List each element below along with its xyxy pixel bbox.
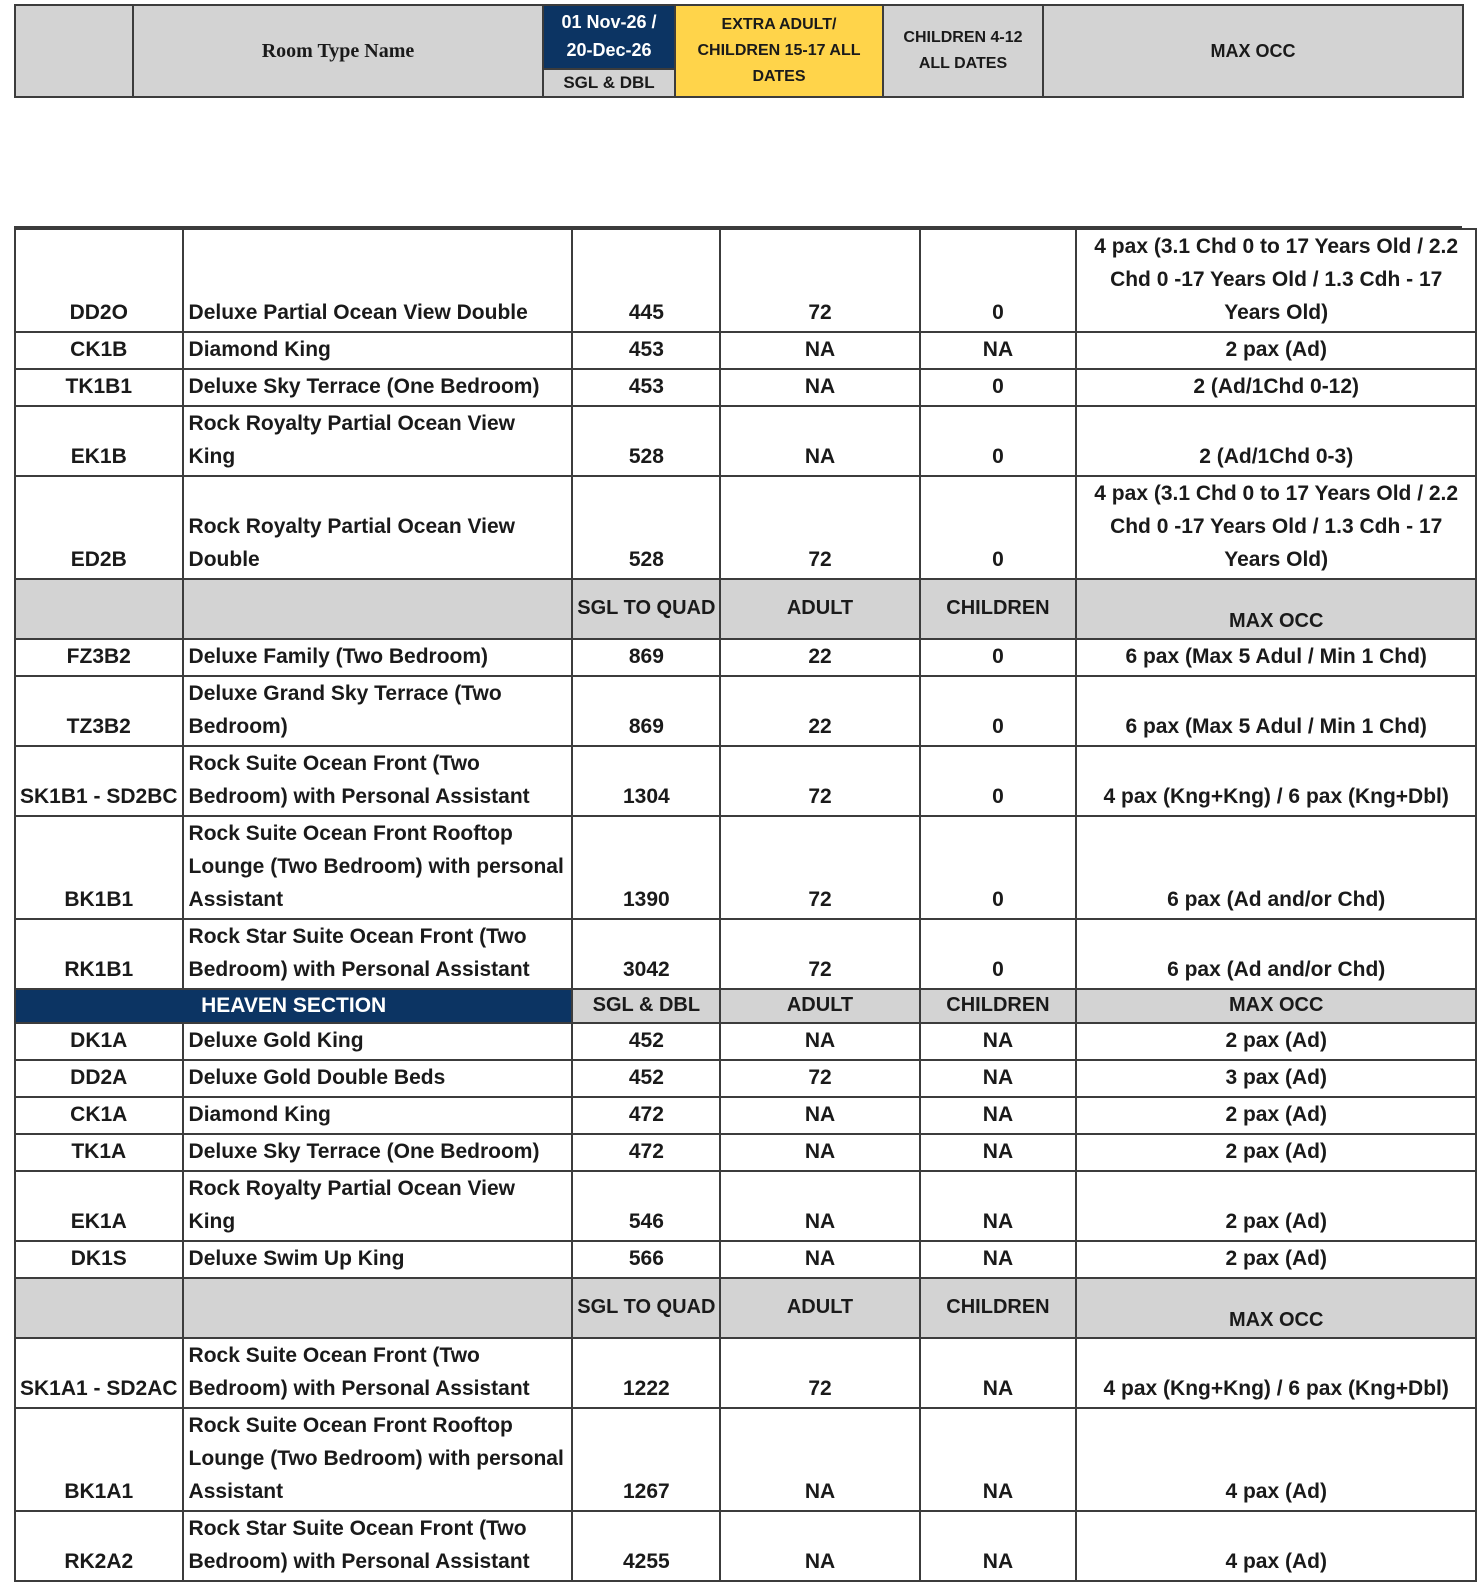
room-type-name: Rock Royalty Partial Ocean View Double bbox=[183, 476, 573, 579]
header-room-type-name: Room Type Name bbox=[133, 5, 543, 97]
room-rate: 453 bbox=[572, 369, 720, 406]
table-row bbox=[15, 332, 1476, 369]
max-occupancy: 4 pax (Kng+Kng) / 6 pax (Kng+Dbl) bbox=[1076, 746, 1476, 816]
children-rate: NA bbox=[920, 1408, 1077, 1511]
room-type-name: Diamond King bbox=[183, 1097, 573, 1134]
children-rate: 0 bbox=[920, 816, 1077, 919]
room-rate: 445 bbox=[572, 229, 720, 332]
col-header-max-occ: MAX OCC bbox=[1076, 579, 1476, 639]
header-code-cell bbox=[15, 5, 133, 97]
room-code: DD2O bbox=[15, 229, 183, 332]
room-type-name: Rock Royalty Partial Ocean View King bbox=[183, 1171, 573, 1241]
extra-adult-rate: NA bbox=[720, 1134, 919, 1171]
table-row bbox=[15, 476, 1476, 579]
max-occupancy: 2 pax (Ad) bbox=[1076, 1023, 1476, 1060]
extra-adult-rate: 72 bbox=[720, 746, 919, 816]
col-header-children: CHILDREN bbox=[920, 989, 1077, 1023]
max-occupancy: 2 pax (Ad) bbox=[1076, 1134, 1476, 1171]
room-type-name: Diamond King bbox=[183, 332, 573, 369]
extra-adult-rate: NA bbox=[720, 1408, 919, 1511]
room-type-name: Rock Suite Ocean Front (Two Bedroom) with Personal Assistant bbox=[183, 746, 573, 816]
room-code: TK1B1 bbox=[15, 369, 183, 406]
header-extra-adult: EXTRA ADULT/ CHILDREN 15-17 ALL DATES bbox=[675, 5, 883, 97]
room-rate: 546 bbox=[572, 1171, 720, 1241]
table-row bbox=[15, 1171, 1476, 1241]
room-type-name: Deluxe Swim Up King bbox=[183, 1241, 573, 1278]
extra-adult-rate: NA bbox=[720, 406, 919, 476]
room-rate: 566 bbox=[572, 1241, 720, 1278]
section-header-row bbox=[15, 989, 1476, 1023]
max-occupancy: 4 pax (3.1 Chd 0 to 17 Years Old / 2.2 Chd 0 -17 Years Old / 1.3 Cdh - 17 Years Old) bbox=[1076, 476, 1476, 579]
table-row bbox=[15, 1134, 1476, 1171]
room-type-name: Deluxe Sky Terrace (One Bedroom) bbox=[183, 369, 573, 406]
max-occupancy: 6 pax (Max 5 Adul / Min 1 Chd) bbox=[1076, 639, 1476, 676]
max-occupancy: 4 pax (Ad) bbox=[1076, 1408, 1476, 1511]
table-row bbox=[15, 1023, 1476, 1060]
max-occupancy: 4 pax (Kng+Kng) / 6 pax (Kng+Dbl) bbox=[1076, 1338, 1476, 1408]
room-rate: 453 bbox=[572, 332, 720, 369]
room-type-name: Rock Suite Ocean Front Rooftop Lounge (Two Bedroom) with personal Assistant bbox=[183, 1408, 573, 1511]
col-header-adult: ADULT bbox=[720, 989, 919, 1023]
children-rate: 0 bbox=[920, 746, 1077, 816]
room-type-name: Deluxe Grand Sky Terrace (Two Bedroom) bbox=[183, 676, 573, 746]
extra-adult-rate: NA bbox=[720, 1097, 919, 1134]
table-row bbox=[15, 676, 1476, 746]
children-rate: NA bbox=[920, 1241, 1077, 1278]
room-code: CK1B bbox=[15, 332, 183, 369]
children-rate: NA bbox=[920, 1060, 1077, 1097]
children-rate: 0 bbox=[920, 369, 1077, 406]
header-row bbox=[15, 5, 1463, 97]
col-header-max-occ: MAX OCC bbox=[1076, 1278, 1476, 1338]
table-row bbox=[15, 1060, 1476, 1097]
room-rate: 1304 bbox=[572, 746, 720, 816]
children-rate: NA bbox=[920, 332, 1077, 369]
room-type-name: Deluxe Gold King bbox=[183, 1023, 573, 1060]
room-rate-table bbox=[14, 228, 1477, 1582]
rate-table-header bbox=[14, 4, 1464, 98]
col-header-code bbox=[15, 579, 183, 639]
room-code: EK1B bbox=[15, 406, 183, 476]
col-header-adult: ADULT bbox=[720, 579, 919, 639]
room-type-name: Rock Royalty Partial Ocean View King bbox=[183, 406, 573, 476]
room-rate: 1267 bbox=[572, 1408, 720, 1511]
room-code: RK2A2 bbox=[15, 1511, 183, 1581]
room-rate: 528 bbox=[572, 406, 720, 476]
room-code: SK1A1 - SD2AC bbox=[15, 1338, 183, 1408]
room-type-name: Rock Star Suite Ocean Front (Two Bedroom) with Personal Assistant bbox=[183, 1511, 573, 1581]
max-occupancy: 4 pax (3.1 Chd 0 to 17 Years Old / 2.2 Chd 0 -17 Years Old / 1.3 Cdh - 17 Years Old) bbox=[1076, 229, 1476, 332]
date-range-label bbox=[544, 6, 674, 68]
col-header-name bbox=[183, 579, 573, 639]
children-rate: 0 bbox=[920, 919, 1077, 989]
table-row bbox=[15, 1511, 1476, 1581]
max-occupancy: 2 pax (Ad) bbox=[1076, 1241, 1476, 1278]
room-code: RK1B1 bbox=[15, 919, 183, 989]
col-header-name bbox=[183, 1278, 573, 1338]
room-rate: 452 bbox=[572, 1060, 720, 1097]
extra-adult-rate: NA bbox=[720, 1171, 919, 1241]
children-rate: 0 bbox=[920, 639, 1077, 676]
room-code: DK1A bbox=[15, 1023, 183, 1060]
table-row bbox=[15, 639, 1476, 676]
col-header-rate: SGL & DBL bbox=[572, 989, 720, 1023]
col-header-code bbox=[15, 1278, 183, 1338]
room-rate: 869 bbox=[572, 676, 720, 746]
date-range-end: 20-Dec-26 bbox=[566, 40, 652, 60]
children-rate: 0 bbox=[920, 406, 1077, 476]
max-occupancy: 4 pax (Ad) bbox=[1076, 1511, 1476, 1581]
room-type-name: Deluxe Partial Ocean View Double bbox=[183, 229, 573, 332]
room-code: DD2A bbox=[15, 1060, 183, 1097]
room-rate: 4255 bbox=[572, 1511, 720, 1581]
subheader-row bbox=[15, 1278, 1476, 1338]
header-sgl-dbl: SGL & DBL bbox=[544, 68, 674, 96]
extra-adult-rate: 72 bbox=[720, 229, 919, 332]
room-rate: 472 bbox=[572, 1097, 720, 1134]
extra-adult-rate: 22 bbox=[720, 676, 919, 746]
room-code: DK1S bbox=[15, 1241, 183, 1278]
table-row bbox=[15, 919, 1476, 989]
max-occupancy: 2 pax (Ad) bbox=[1076, 1171, 1476, 1241]
col-header-children: CHILDREN bbox=[920, 1278, 1077, 1338]
extra-adult-rate: NA bbox=[720, 1241, 919, 1278]
table-row bbox=[15, 1338, 1476, 1408]
room-code: CK1A bbox=[15, 1097, 183, 1134]
room-type-name: Rock Suite Ocean Front (Two Bedroom) with Personal Assistant bbox=[183, 1338, 573, 1408]
room-type-name: Rock Suite Ocean Front Rooftop Lounge (Two Bedroom) with personal Assistant bbox=[183, 816, 573, 919]
table-row bbox=[15, 369, 1476, 406]
col-header-children: CHILDREN bbox=[920, 579, 1077, 639]
room-rate: 528 bbox=[572, 476, 720, 579]
subheader-row bbox=[15, 579, 1476, 639]
room-code: BK1B1 bbox=[15, 816, 183, 919]
col-header-adult: ADULT bbox=[720, 1278, 919, 1338]
extra-adult-rate: 22 bbox=[720, 639, 919, 676]
children-rate: 0 bbox=[920, 229, 1077, 332]
children-rate: NA bbox=[920, 1023, 1077, 1060]
max-occupancy: 2 (Ad/1Chd 0-12) bbox=[1076, 369, 1476, 406]
room-rate: 3042 bbox=[572, 919, 720, 989]
room-type-name: Deluxe Sky Terrace (One Bedroom) bbox=[183, 1134, 573, 1171]
table-row bbox=[15, 406, 1476, 476]
col-header-max-occ: MAX OCC bbox=[1076, 989, 1476, 1023]
max-occupancy: 2 pax (Ad) bbox=[1076, 1097, 1476, 1134]
children-rate: 0 bbox=[920, 476, 1077, 579]
room-rate: 452 bbox=[572, 1023, 720, 1060]
children-rate: NA bbox=[920, 1338, 1077, 1408]
table-row bbox=[15, 229, 1476, 332]
children-rate: 0 bbox=[920, 676, 1077, 746]
header-children-4-12: CHILDREN 4-12 ALL DATES bbox=[883, 5, 1043, 97]
table-row bbox=[15, 1408, 1476, 1511]
max-occupancy: 3 pax (Ad) bbox=[1076, 1060, 1476, 1097]
room-code: BK1A1 bbox=[15, 1408, 183, 1511]
room-code: TZ3B2 bbox=[15, 676, 183, 746]
room-rate: 472 bbox=[572, 1134, 720, 1171]
extra-adult-rate: NA bbox=[720, 1511, 919, 1581]
table-row bbox=[15, 746, 1476, 816]
room-rate: 1222 bbox=[572, 1338, 720, 1408]
extra-adult-rate: 72 bbox=[720, 1338, 919, 1408]
room-code: SK1B1 - SD2BC bbox=[15, 746, 183, 816]
extra-adult-rate: 72 bbox=[720, 816, 919, 919]
date-range-start: 01 Nov-26 / bbox=[561, 12, 657, 32]
room-type-name: Rock Star Suite Ocean Front (Two Bedroom) with Personal Assistant bbox=[183, 919, 573, 989]
room-rate: 1390 bbox=[572, 816, 720, 919]
extra-adult-rate: NA bbox=[720, 369, 919, 406]
col-header-rate: SGL TO QUAD bbox=[572, 579, 720, 639]
room-type-name: Deluxe Gold Double Beds bbox=[183, 1060, 573, 1097]
room-code: FZ3B2 bbox=[15, 639, 183, 676]
room-code: ED2B bbox=[15, 476, 183, 579]
room-code: EK1A bbox=[15, 1171, 183, 1241]
max-occupancy: 6 pax (Max 5 Adul / Min 1 Chd) bbox=[1076, 676, 1476, 746]
children-rate: NA bbox=[920, 1134, 1077, 1171]
room-code: TK1A bbox=[15, 1134, 183, 1171]
col-header-rate: SGL TO QUAD bbox=[572, 1278, 720, 1338]
max-occupancy: 6 pax (Ad and/or Chd) bbox=[1076, 919, 1476, 989]
children-rate: NA bbox=[920, 1171, 1077, 1241]
extra-adult-rate: 72 bbox=[720, 1060, 919, 1097]
header-max-occ: MAX OCC bbox=[1043, 5, 1463, 97]
table-row bbox=[15, 1097, 1476, 1134]
room-rate-rows bbox=[15, 229, 1476, 1581]
max-occupancy: 2 (Ad/1Chd 0-3) bbox=[1076, 406, 1476, 476]
children-rate: NA bbox=[920, 1097, 1077, 1134]
table-row bbox=[15, 1241, 1476, 1278]
room-type-name: Deluxe Family (Two Bedroom) bbox=[183, 639, 573, 676]
room-rate: 869 bbox=[572, 639, 720, 676]
extra-adult-rate: 72 bbox=[720, 919, 919, 989]
extra-adult-rate: 72 bbox=[720, 476, 919, 579]
max-occupancy: 2 pax (Ad) bbox=[1076, 332, 1476, 369]
header-date-range bbox=[543, 5, 675, 97]
extra-adult-rate: NA bbox=[720, 332, 919, 369]
table-row bbox=[15, 816, 1476, 919]
children-rate: NA bbox=[920, 1511, 1077, 1581]
max-occupancy: 6 pax (Ad and/or Chd) bbox=[1076, 816, 1476, 919]
section-title: HEAVEN SECTION bbox=[15, 989, 572, 1023]
extra-adult-rate: NA bbox=[720, 1023, 919, 1060]
